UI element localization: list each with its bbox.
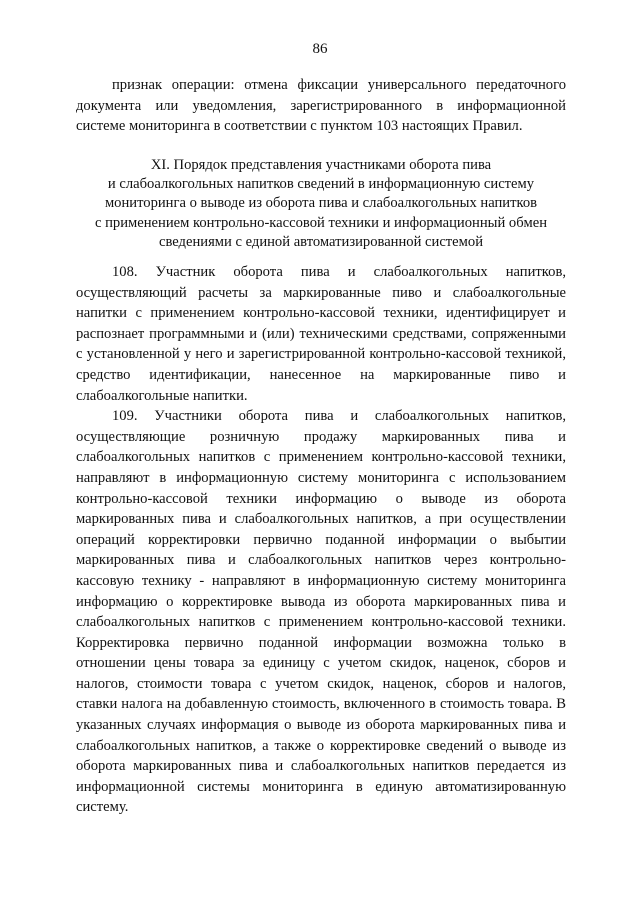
section-heading-line: XI. Порядок представления участниками оборота пива	[150, 157, 492, 173]
body-block	[76, 262, 566, 818]
paragraph-108: 108. Участник оборота пива и слабоалкогольных напитков, осуществляющий расчеты за маркированные пиво и слабоалкогольные напитки с применением контрольно-кассовой техники, идентифицирует и распознает программными и (или) техническими средствами, сопряженными с установленной у него и зарегистрированной контрольно-кассовой техникой, средство идентификации, нанесенное на маркированные пиво и слабоалкогольные напитки.	[76, 264, 566, 404]
paragraph-109: 109. Участники оборота пива и слабоалкогольных напитков, осуществляющие розничную продажу маркированных пива и слабоалкогольных напитков с применением контрольно-кассовой техники, направляют в информационную систему мониторинга с использованием контрольно-кассовой техники информацию о выводе из оборота маркированных пива и слабоалкогольных напитков, а при осуществлении операций корректировки первично поданной информации о выбытии маркированных пива и слабоалкогольных напитков через контрольно-кассовую технику - направляют в информационную систему мониторинга информацию о корректировке вывода из оборота маркированных пива и слабоалкогольных напитков с применением контрольно-кассовой техники. Корректировка первично поданной информации возможна только в отношении цены товара за единицу с учетом скидок, наценок, сборов и налогов, стоимости товара с учетом скидок, наценок, сборов и налогов, ставки налога на добавленную стоимость, включенного в стоимость товара. В указанных случаях информация о выводе из оборота маркированных пива и слабоалкогольных напитков, а также о корректировке сведений о выводе из оборота маркированных пива и слабоалкогольных напитков передается из информационной системы мониторинга в единую автоматизированную систему.	[76, 408, 566, 816]
section-heading-line: и слабоалкогольных напитков сведений в информационную систему	[107, 176, 535, 193]
page-number: 86	[312, 41, 328, 57]
section-heading-line: мониторинга о выводе из оборота пива и слабоалкогольных напитков	[104, 195, 538, 212]
intro-paragraph: признак операции: отмена фиксации универсального передаточного документа или уведомления, зарегистрированного в информационной системе мониторинга в соответствии с пунктом 103 настоящих Правил.	[76, 77, 566, 135]
section-heading-line: с применением контрольно-кассовой техники и информационный обмен	[94, 214, 548, 231]
section-heading	[76, 156, 566, 252]
section-heading-line: сведениями с единой автоматизированной системой	[158, 233, 484, 250]
intro-block	[76, 75, 566, 137]
